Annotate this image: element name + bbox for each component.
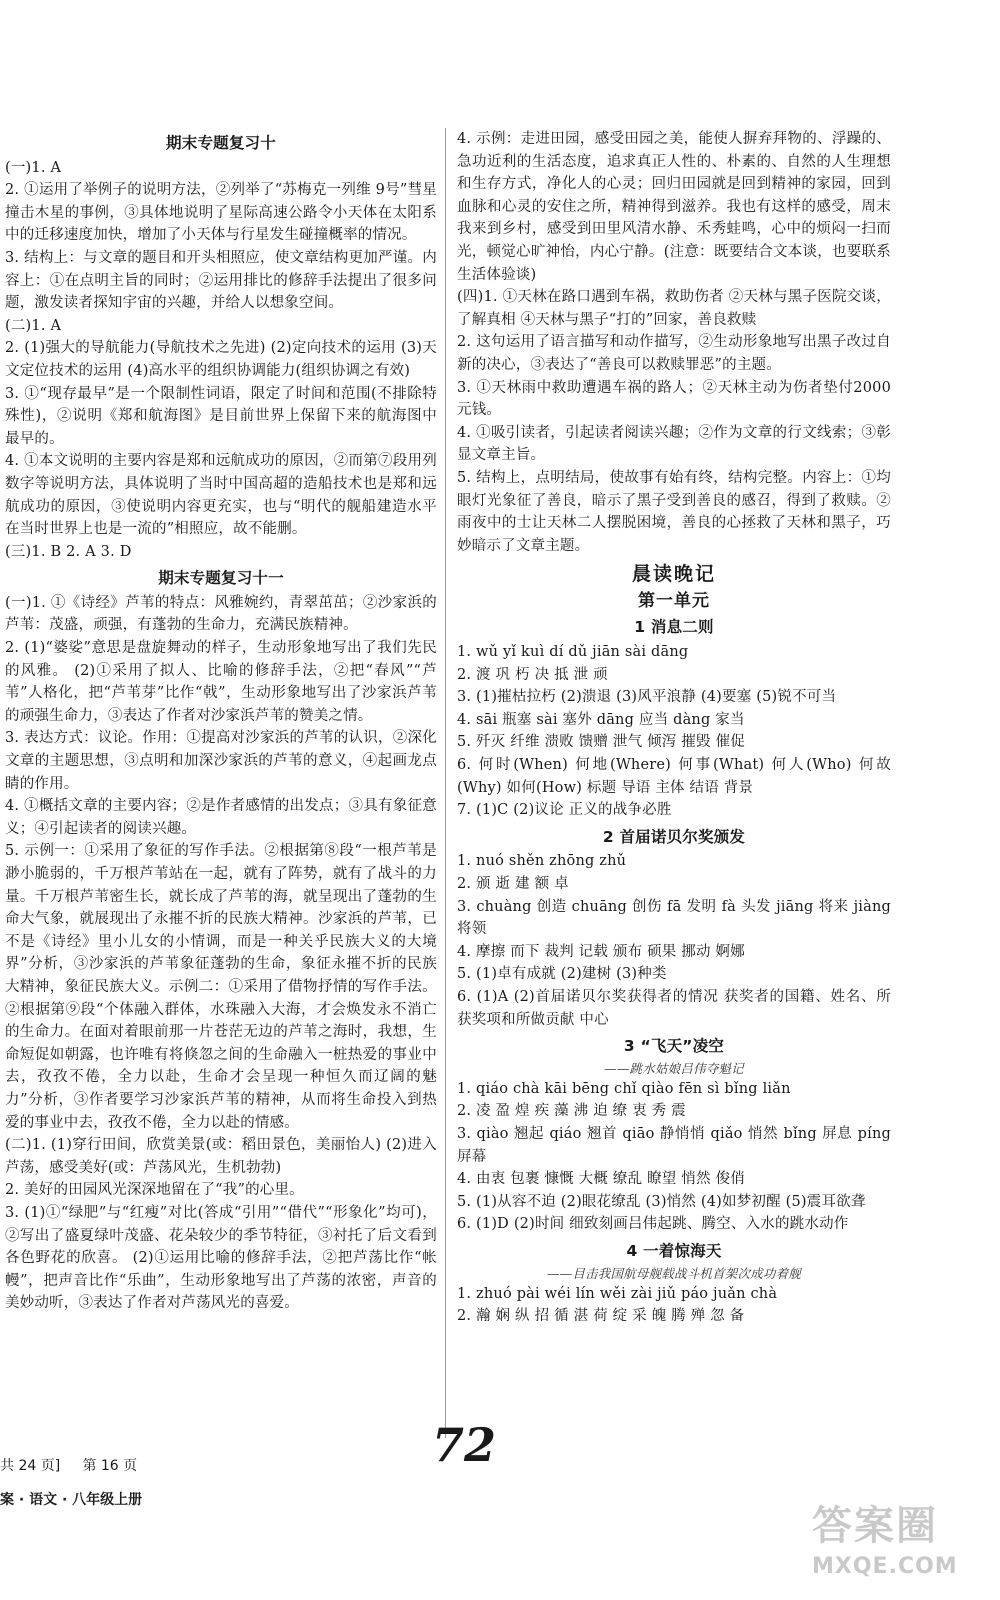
answer-paragraph: 5. 结构上，点明结局，使故事有始有终，结构完整。内容上：①均眼灯光象征了善良，暗示了黑子受到善良的感召，得到了救赎。②雨夜中的士让天林二人摆脱困境，善良的心拯救了天林和黑子，巧妙暗示了文章主题。 <box>457 469 891 554</box>
answer-paragraph: (二)1. A <box>5 317 62 334</box>
answer-paragraph: 2. 瀚 娴 纵 招 循 湛 荷 绽 采 魄 腾 殚 忽 备 <box>457 1308 745 1325</box>
answer-paragraph: 3. ①“现存最早”是一个限制性词语，限定了时间和范围(不排除特殊性)，②说明《郑和航海图》是目前世界上保留下来的航海图中最早的。 <box>5 385 437 447</box>
answer-paragraph: 4. ①吸引读者，引起读者阅读兴趣；②作为文章的行文线索；③彰显文章主旨。 <box>457 424 891 464</box>
answer-paragraph: 5. (1)卓有成就 (2)建树 (3)种类 <box>457 966 667 983</box>
answer-paragraph: 4. ①概括文章的主要内容；②是作者感情的出发点；③具有象征意义；④引起读者的阅读兴趣。 <box>5 798 437 837</box>
answer-paragraph: 2. 凌 盈 煌 疾 藻 沸 迫 缭 衷 秀 震 <box>457 1103 686 1120</box>
title-heading: 期末专题复习十一 <box>158 569 284 588</box>
answer-paragraph: (二)1. (1)穿行田间，欣赏美景(或：稻田景色，美丽怡人) (2)进入芦荡，感受美好(或：芦荡风光，生机勃勃) <box>5 1137 437 1176</box>
answer-paragraph: 6. (1)A (2)首届诺贝尔奖获得者的情况 获奖者的国籍、姓名、所获奖项和所做贡献 中心 <box>457 988 891 1028</box>
answer-paragraph: 2. (1)强大的导航能力(导航技术之先进) (2)定向技术的运用 (3)天文定位技术的运用 (4)高水平的组织协调能力(组织协调之有效) <box>5 340 437 379</box>
footer-current-page: 第 16 页 <box>82 1458 138 1474</box>
answer-paragraph: 4. sāi 瓶塞 sài 塞外 dāng 应当 dàng 家当 <box>457 711 745 728</box>
answer-paragraph: 2. 这句运用了语言描写和动作描写，②生动形象地写出黑子改过自新的决心，③表达了“善良可以救赎罪恶”的主题。 <box>457 334 891 373</box>
answer-paragraph: 1. qiáo chà kāi bēng chǐ qiào fēn sì bǐng liǎn <box>457 1080 791 1097</box>
answer-paragraph: (一)1. ①《诗经》芦苇的特点：风雅婉约，青翠茁茁；②沙家浜的芦苇：茂盛，顽强，有蓬勃的生命力，充满民族精神。 <box>5 594 437 634</box>
answer-paragraph: 3. 表达方式：议论。作用：①提高对沙家浜的芦苇的认识，②深化文章的主题思想，③点明和加深沙家浜的芦苇的意义，④起画龙点睛的作用。 <box>5 730 437 792</box>
title-heading: 1 消息二则 <box>634 618 714 637</box>
column-divider <box>445 128 446 1438</box>
answer-paragraph: 4. ①本文说明的主要内容是郑和远航成功的原因，②而第⑦段用列数字等说明方法，具体说明了当时中国高超的造船技术也是郑和远航成功的原因，③使说明内容更充实，也与“明代的舰船建造水平在当时世界上也是一流的”相照应，故不能删。 <box>5 453 437 538</box>
watermark-main: 答案圈 <box>812 1503 938 1549</box>
answer-paragraph: 1. wǔ yǐ kuì dí dǔ jiān sài dāng <box>457 644 689 661</box>
answer-paragraph: (三)1. B 2. A 3. D <box>5 543 132 560</box>
answer-paragraph: 4. 示例：走进田园，感受田园之美，能使人摒弃拜物的、浮躁的、急功近利的生活态度，追求真正人性的、朴素的、自然的人生理想和生存方式，净化人的心灵；回归田园就是回到精神的家园，回到血脉和心灵的安住之所，精神得到滋养。我也有这样的感受，周末我来到乡村，感受到田里风清水静、禾秀蛙鸣，心中的烦闷一扫而光，顿觉心旷神怡，内心宁静。(注意：既要结合文本谈，也要联系生活体验谈) <box>457 131 891 283</box>
footer-book-title: 案 · 语文 · 八年级上册 <box>0 1492 143 1508</box>
answer-paragraph: 5. (1)从容不迫 (2)眼花缭乱 (3)悄然 (4)如梦初醒 (5)震耳欲聋 <box>457 1193 866 1210</box>
big-heading: 晨读晚记 <box>631 563 716 586</box>
title-heading: 2 首届诺贝尔奖颁发 <box>602 827 746 846</box>
watermark-logo <box>812 1500 994 1596</box>
answer-paragraph: 3. qiào 翘起 qiáo 翘首 qiāo 静悄悄 qiǎo 悄然 bǐng 屏息 píng 屏幕 <box>457 1125 891 1165</box>
answer-paragraph: 3. (1)①“绿肥”与“红瘦”对比(答成“引用”“借代”“形象化”均可)，②写出了盛夏绿叶茂盛、花朵较少的季节特征，③衬托了后文看到各色野花的欣喜。 (2)①运用比喻的修辞手法，②把芦荡比作“帐幔”，把声音比作“乐曲”，生动形象地写出了芦荡的浓密，声音的美妙动听，③表达了作者对芦荡风光的喜爱。 <box>5 1204 437 1312</box>
answer-paragraph: (一)1. A <box>5 159 62 176</box>
answer-paragraph: 6. 何时(When) 何地(Where) 何事(What) 何人(Who) 何故(Why) 如何(How) 标题 导语 主体 结语 背景 <box>457 757 891 796</box>
answer-paragraph: 6. (1)D (2)时间 细致刻画吕伟起跳、腾空、入水的跳水动作 <box>457 1216 849 1233</box>
unit-heading: 第一单元 <box>638 590 710 611</box>
answer-paragraph: 4. 摩擦 而下 裁判 记载 颁布 硕果 挪动 婀娜 <box>457 943 745 960</box>
answer-paragraph: 3. ①天林雨中救助遭遇车祸的路人；②天林主动为伤者垫付2000元钱。 <box>457 379 891 419</box>
sub-heading: ——目击我国航母舰载战斗机首架次成功着舰 <box>546 1265 801 1281</box>
answer-paragraph: 7. (1)C (2)议论 正义的战争必胜 <box>457 802 672 819</box>
title-heading: 3 “飞天”凌空 <box>623 1037 725 1056</box>
answer-paragraph: 3. 结构上：与文章的题目和开头相照应，使文章结构更加严谨。内容上：①在点明主旨的同时；②运用排比的修辞手法提出了很多问题，激发读者探知宇宙的兴趣，并给人以想象空间。 <box>5 249 437 312</box>
answer-paragraph: 2. 颁 逝 建 额 卓 <box>457 876 569 892</box>
answer-paragraph: 2. ①运用了举例子的说明方法，②列举了“苏梅克一列维 9号”彗星撞击木星的事例，③具体地说明了星际高速公路令小天体在太阳系中的迁移速度加快，增加了小天体与行星发生碰撞概率的情况。 <box>5 182 437 244</box>
title-heading: 4 一着惊海天 <box>626 1241 722 1260</box>
title-heading: 期末专题复习十 <box>166 134 276 152</box>
left-column <box>5 128 437 1315</box>
answer-paragraph: 2. (1)“婆娑”意思是盘旋舞动的样子，生动形象地写出了我们先民的风雅。 (2)①采用了拟人、比喻的修辞手法，②把“春风”“芦苇”人格化，把“芦苇芽”比作“戟”，生动形象地写出了沙家浜芦苇的顽强生命力，③表达了作者对沙家浜芦苇的赞美之情。 <box>5 640 437 724</box>
answer-paragraph: 3. chuàng 创造 chuāng 创伤 fā 发明 fà 头发 jiāng 将来 jiàng 将领 <box>457 898 891 938</box>
watermark-url: MXQE.COM <box>812 1554 958 1579</box>
sub-heading: ——跳水姑娘吕伟夺魁记 <box>604 1060 744 1076</box>
answer-paragraph: 5. 歼灭 纤维 溃败 馈赠 泄气 倾泻 摧毁 催促 <box>457 734 745 751</box>
footer-total-pages: 共 24 页] <box>0 1458 61 1474</box>
answer-paragraph: 5. 示例一：①采用了象征的写作手法。②根据第⑧段“一根芦苇是渺小脆弱的，千万根芦苇站在一起，就有了阵势，就有了战斗的力量。千万根芦苇密生长，就长成了芦苇的海，就呈现出了蓬勃的生命大气象，就展现出了永摧不折的民族大精神。沙家浜的芦苇，已不是《诗经》里小儿女的小情调，而是一种关乎民族大义的大境界”分析，③沙家浜的芦苇象征蓬勃的生命，象征永摧不折的民族大精神，象征民族大义。示例二：①采用了借物抒情的写作手法。②根据第⑨段“个体融入群体，水珠融入大海，才会焕发永不消亡的生命力。在面对着眼前那一片苍茫无边的芦苇之海时，我想，生命短促如朝露，也许唯有将倏忽之间的生命融入一桩热爱的事业中去，孜孜不倦，全力以赴，生命才会呈现一种恒久而辽阔的魅力”分析，③作者要学习沙家浜芦苇的精神，从而将生命投入到热爱的事业中去，孜孜不倦，全力以赴的情感。 <box>5 843 437 1131</box>
right-column <box>457 128 891 1328</box>
answer-paragraph: (四)1. ①天林在路口遇到车祸，救助伤者 ②天林与黑子医院交谈，了解真相 ④天林与黑子“打的”回家，善良救赎 <box>457 289 891 328</box>
answer-paragraph: 3. (1)摧枯拉朽 (2)溃退 (3)风平浪静 (4)要塞 (5)锐不可当 <box>457 689 837 706</box>
answer-paragraph: 2. 渡 巩 朽 决 抵 泄 顽 <box>457 666 608 683</box>
answer-paragraph: 1. nuó shěn zhōng zhǔ <box>457 853 627 870</box>
answer-paragraph: 1. zhuó pài wéi lín wěi zài jiǔ páo juǎn chà <box>457 1285 778 1302</box>
footer-page-info <box>0 1455 137 1475</box>
answer-paragraph: 4. 由衷 包裹 慷慨 大概 缭乱 瞭望 悄然 俊俏 <box>457 1171 745 1188</box>
page-number: 72 <box>432 1418 497 1472</box>
answer-paragraph: 2. 美好的田园风光深深地留在了“我”的心里。 <box>5 1182 304 1199</box>
